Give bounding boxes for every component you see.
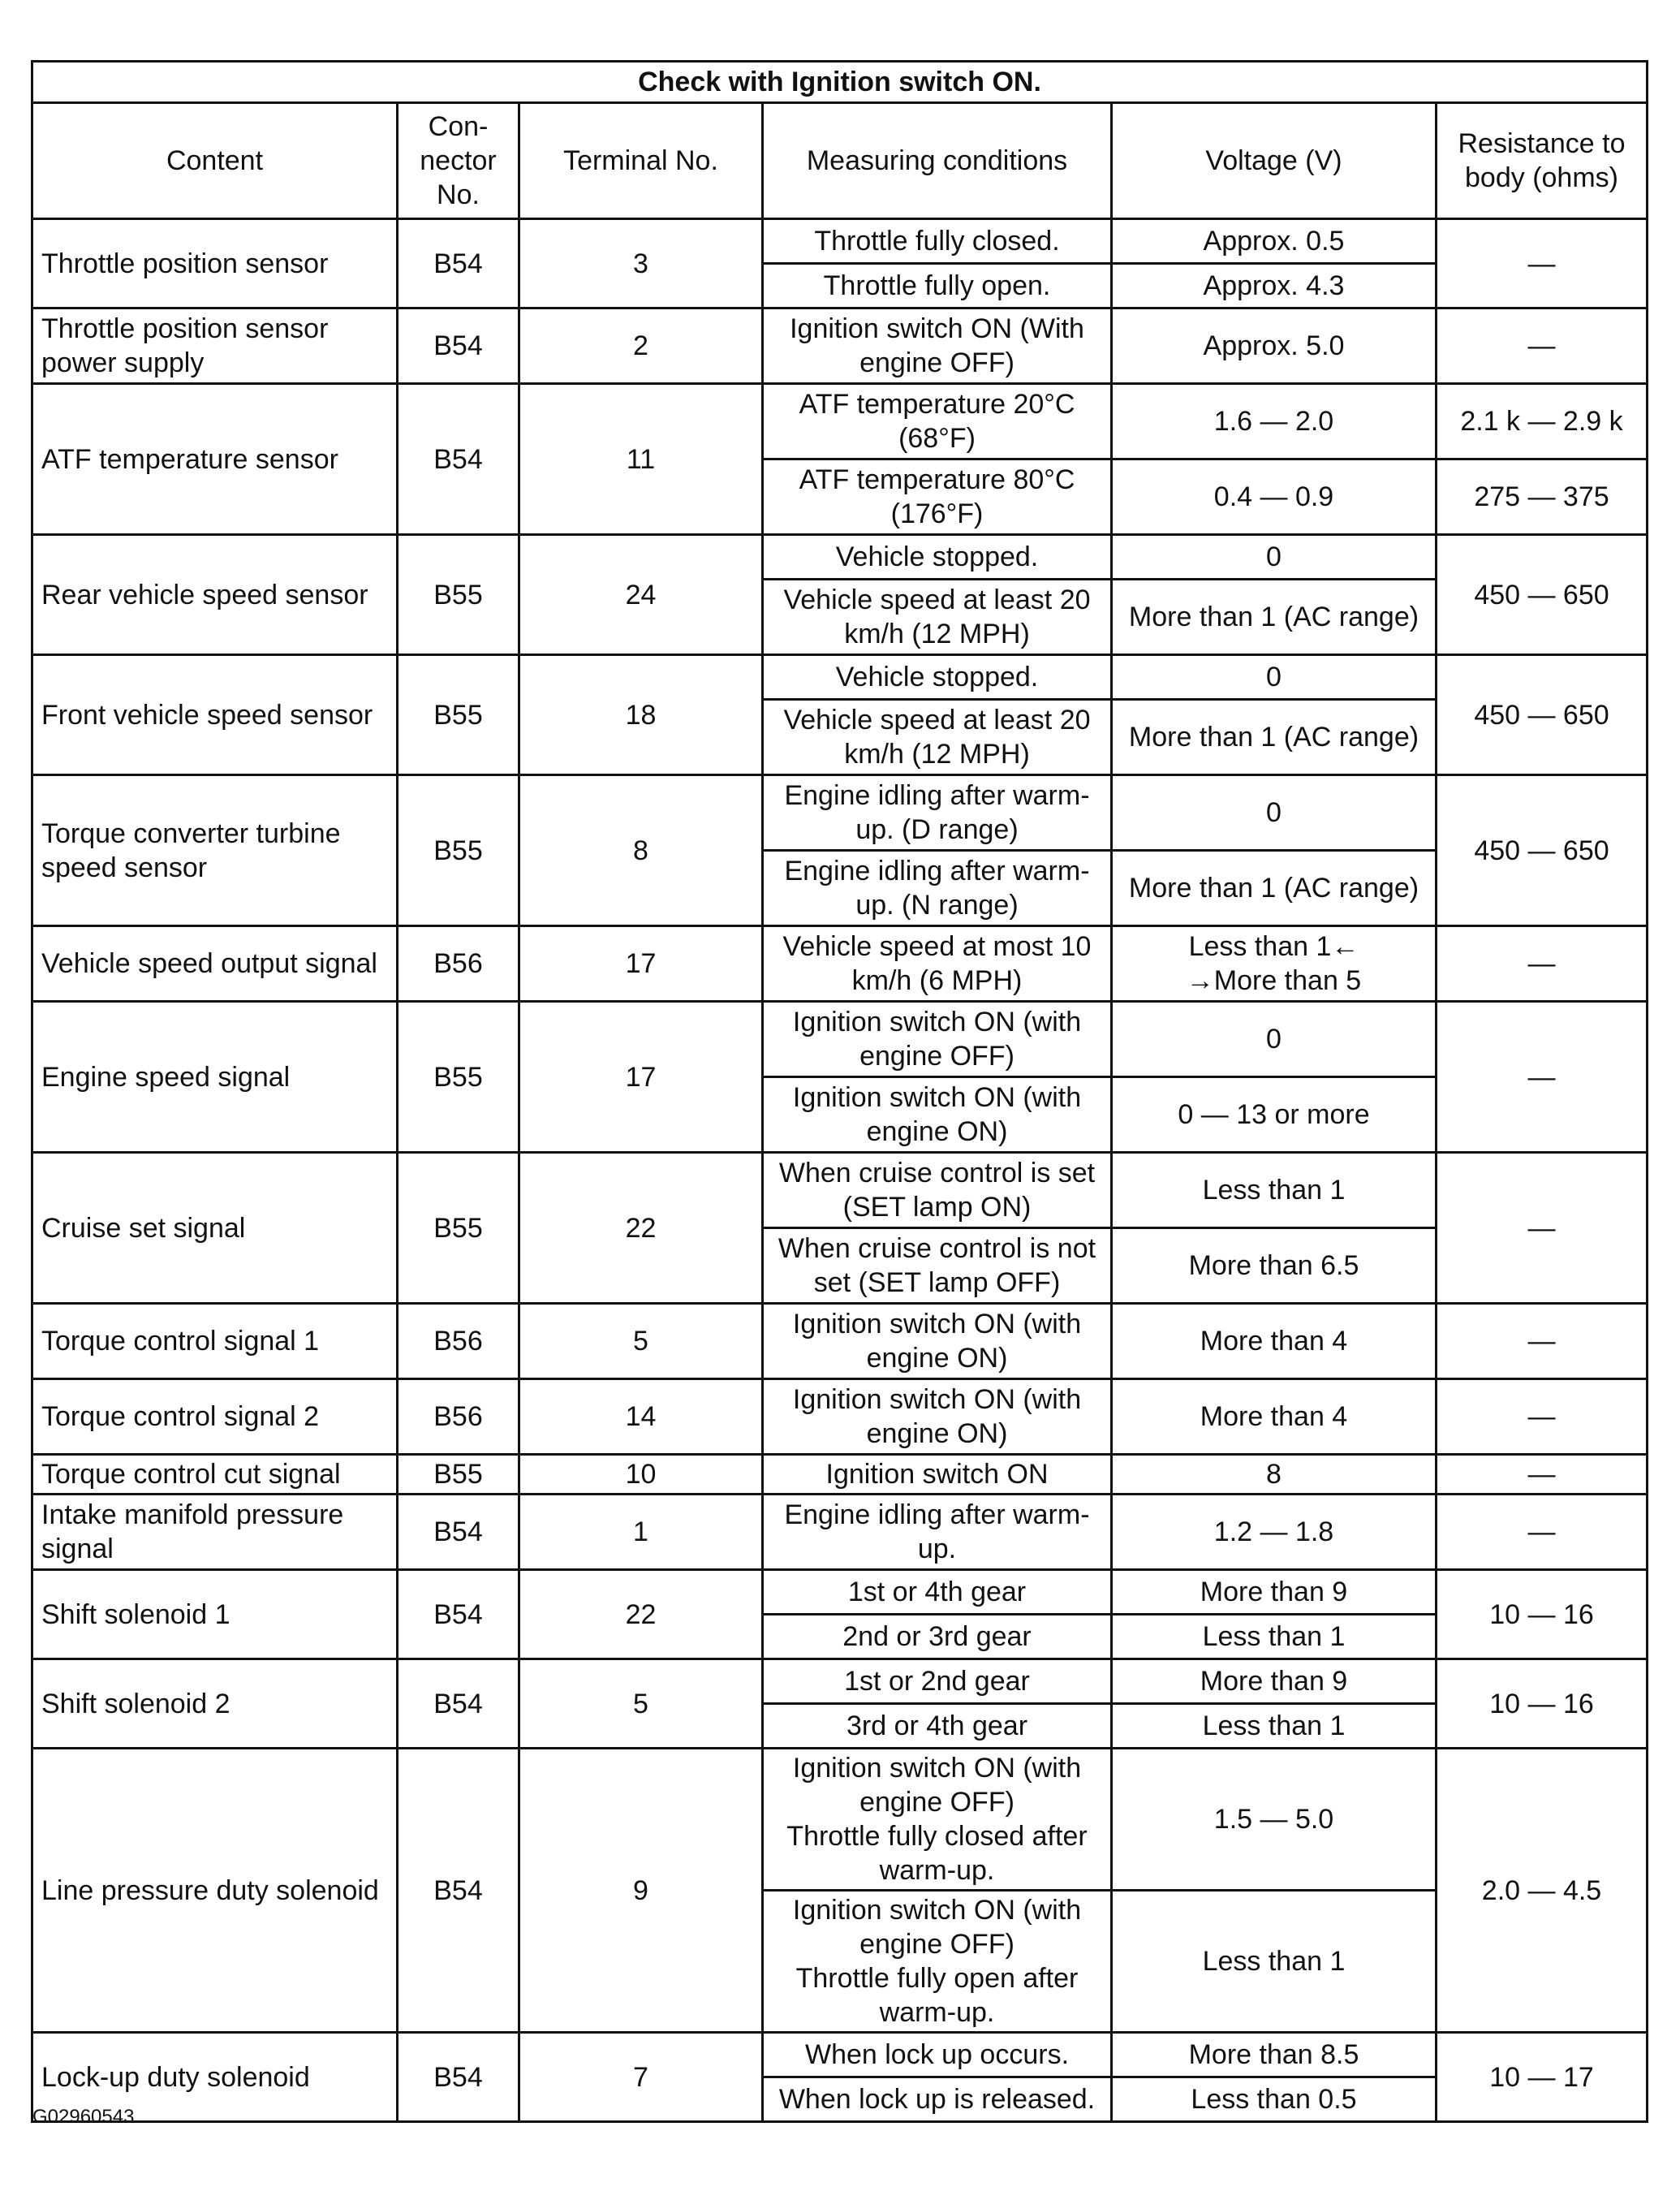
- connector-cell: B55: [398, 1455, 519, 1495]
- voltage-cell: More than 9: [1112, 1570, 1437, 1615]
- connector-cell: B54: [398, 2033, 519, 2122]
- conditions-cell: Vehicle speed at least 20 km/h (12 MPH): [763, 580, 1112, 655]
- resistance-cell: 2.1 k — 2.9 k: [1437, 384, 1648, 459]
- header-voltage: Voltage (V): [1112, 103, 1437, 219]
- content-cell: ATF temperature sensor: [32, 384, 398, 535]
- resistance-cell: —: [1437, 1002, 1648, 1153]
- terminal-cell: 2: [519, 308, 763, 384]
- terminal-cell: 22: [519, 1153, 763, 1304]
- header-content: Content: [32, 103, 398, 219]
- resistance-cell: —: [1437, 926, 1648, 1002]
- voltage-cell: More than 1 (AC range): [1112, 851, 1437, 926]
- voltage-cell: More than 1 (AC range): [1112, 580, 1437, 655]
- content-cell: Engine speed signal: [32, 1002, 398, 1153]
- content-cell: Torque control signal 1: [32, 1304, 398, 1379]
- content-cell: Cruise set signal: [32, 1153, 398, 1304]
- terminal-cell: 18: [519, 655, 763, 775]
- resistance-cell: 10 — 17: [1437, 2033, 1648, 2122]
- connector-cell: B54: [398, 219, 519, 308]
- terminal-cell: 9: [519, 1749, 763, 2033]
- connector-cell: B55: [398, 1153, 519, 1304]
- conditions-cell: When cruise control is not set (SET lamp OFF): [763, 1228, 1112, 1304]
- table-row: [32, 219, 1648, 264]
- voltage-cell: Approx. 4.3: [1112, 264, 1437, 308]
- resistance-cell: —: [1437, 308, 1648, 384]
- voltage-cell: Less than 1: [1112, 1153, 1437, 1228]
- voltage-cell: Approx. 0.5: [1112, 219, 1437, 264]
- resistance-cell: 450 — 650: [1437, 655, 1648, 775]
- terminal-cell: 7: [519, 2033, 763, 2122]
- connector-cell: B55: [398, 655, 519, 775]
- resistance-cell: —: [1437, 1495, 1648, 1570]
- voltage-cell: 1.6 — 2.0: [1112, 384, 1437, 459]
- resistance-cell: —: [1437, 219, 1648, 308]
- voltage-cell: More than 6.5: [1112, 1228, 1437, 1304]
- table-title: Check with Ignition switch ON.: [32, 62, 1648, 103]
- content-cell: Rear vehicle speed sensor: [32, 535, 398, 655]
- conditions-cell: Ignition switch ON (with engine OFF) Throttle fully open after warm-up.: [763, 1891, 1112, 2033]
- resistance-cell: —: [1437, 1455, 1648, 1495]
- conditions-cell: 1st or 2nd gear: [763, 1659, 1112, 1704]
- connector-cell: B55: [398, 775, 519, 926]
- table-row: [32, 775, 1648, 851]
- connector-cell: B56: [398, 1304, 519, 1379]
- conditions-cell: ATF temperature 20°C (68°F): [763, 384, 1112, 459]
- voltage-cell: Less than 1: [1112, 1891, 1437, 2033]
- connector-cell: B54: [398, 1659, 519, 1749]
- terminal-cell: 5: [519, 1304, 763, 1379]
- resistance-cell: 275 — 375: [1437, 459, 1648, 535]
- conditions-cell: Ignition switch ON (with engine OFF): [763, 1002, 1112, 1077]
- resistance-cell: 450 — 650: [1437, 535, 1648, 655]
- content-cell: Vehicle speed output signal: [32, 926, 398, 1002]
- content-cell: Throttle position sensor: [32, 219, 398, 308]
- conditions-cell: Ignition switch ON: [763, 1455, 1112, 1495]
- terminal-cell: 5: [519, 1659, 763, 1749]
- voltage-cell: Less than 1← →More than 5: [1112, 926, 1437, 1002]
- figure-code: G02960543: [32, 2106, 135, 2128]
- conditions-cell: When lock up occurs.: [763, 2033, 1112, 2077]
- conditions-cell: Throttle fully closed.: [763, 219, 1112, 264]
- terminal-cell: 10: [519, 1455, 763, 1495]
- table-row: [32, 1379, 1648, 1455]
- conditions-cell: 3rd or 4th gear: [763, 1704, 1112, 1749]
- header-conditions: Measuring conditions: [763, 103, 1112, 219]
- header-terminal: Terminal No.: [519, 103, 763, 219]
- conditions-cell: Ignition switch ON (With engine OFF): [763, 308, 1112, 384]
- voltage-cell: More than 1 (AC range): [1112, 700, 1437, 775]
- table-row: [32, 384, 1648, 459]
- voltage-cell: 1.5 — 5.0: [1112, 1749, 1437, 1891]
- resistance-cell: 450 — 650: [1437, 775, 1648, 926]
- conditions-cell: Ignition switch ON (with engine ON): [763, 1077, 1112, 1153]
- table-row: [32, 308, 1648, 384]
- conditions-cell: When cruise control is set (SET lamp ON): [763, 1153, 1112, 1228]
- terminal-cell: 1: [519, 1495, 763, 1570]
- resistance-cell: 10 — 16: [1437, 1570, 1648, 1659]
- voltage-cell: 0: [1112, 655, 1437, 700]
- table-row: [32, 1495, 1648, 1570]
- connector-cell: B54: [398, 308, 519, 384]
- voltage-cell: Approx. 5.0: [1112, 308, 1437, 384]
- connector-cell: B54: [398, 1570, 519, 1659]
- conditions-cell: Vehicle stopped.: [763, 655, 1112, 700]
- content-cell: Throttle position sensor power supply: [32, 308, 398, 384]
- terminal-cell: 24: [519, 535, 763, 655]
- terminal-cell: 17: [519, 926, 763, 1002]
- conditions-cell: Engine idling after warm- up. (D range): [763, 775, 1112, 851]
- table-row: [32, 1455, 1648, 1495]
- content-cell: Front vehicle speed sensor: [32, 655, 398, 775]
- voltage-cell: 0.4 — 0.9: [1112, 459, 1437, 535]
- resistance-cell: —: [1437, 1379, 1648, 1455]
- connector-cell: B55: [398, 1002, 519, 1153]
- terminal-cell: 17: [519, 1002, 763, 1153]
- connector-cell: B54: [398, 1749, 519, 2033]
- conditions-cell: Throttle fully open.: [763, 264, 1112, 308]
- conditions-cell: 1st or 4th gear: [763, 1570, 1112, 1615]
- voltage-cell: Less than 1: [1112, 1615, 1437, 1659]
- resistance-cell: 2.0 — 4.5: [1437, 1749, 1648, 2033]
- header-resistance: Resistance to body (ohms): [1437, 103, 1648, 219]
- voltage-cell: More than 4: [1112, 1379, 1437, 1455]
- voltage-cell: More than 4: [1112, 1304, 1437, 1379]
- table-row: [32, 535, 1648, 580]
- conditions-cell: Vehicle speed at most 10 km/h (6 MPH): [763, 926, 1112, 1002]
- table-row: [32, 655, 1648, 700]
- content-cell: Line pressure duty solenoid: [32, 1749, 398, 2033]
- table-body: [32, 219, 1648, 2122]
- terminal-cell: 8: [519, 775, 763, 926]
- voltage-cell: 0: [1112, 775, 1437, 851]
- content-cell: Shift solenoid 2: [32, 1659, 398, 1749]
- voltage-cell: 0: [1112, 535, 1437, 580]
- voltage-cell: Less than 1: [1112, 1704, 1437, 1749]
- voltage-cell: More than 8.5: [1112, 2033, 1437, 2077]
- terminal-cell: 14: [519, 1379, 763, 1455]
- check-table: [31, 60, 1648, 2123]
- table-row: [32, 926, 1648, 1002]
- connector-cell: B54: [398, 1495, 519, 1570]
- conditions-cell: Vehicle stopped.: [763, 535, 1112, 580]
- table-row: [32, 1570, 1648, 1615]
- conditions-cell: When lock up is released.: [763, 2077, 1112, 2122]
- conditions-cell: Engine idling after warm- up. (N range): [763, 851, 1112, 926]
- resistance-cell: 10 — 16: [1437, 1659, 1648, 1749]
- connector-cell: B55: [398, 535, 519, 655]
- voltage-cell: 0: [1112, 1002, 1437, 1077]
- resistance-cell: —: [1437, 1153, 1648, 1304]
- header-connector: Con- nector No.: [398, 103, 519, 219]
- content-cell: Torque control cut signal: [32, 1455, 398, 1495]
- conditions-cell: 2nd or 3rd gear: [763, 1615, 1112, 1659]
- table-row: [32, 1002, 1648, 1077]
- content-cell: Torque converter turbine speed sensor: [32, 775, 398, 926]
- content-cell: Intake manifold pressure signal: [32, 1495, 398, 1570]
- voltage-cell: Less than 0.5: [1112, 2077, 1437, 2122]
- conditions-cell: Engine idling after warm- up.: [763, 1495, 1112, 1570]
- voltage-cell: 1.2 — 1.8: [1112, 1495, 1437, 1570]
- content-cell: Torque control signal 2: [32, 1379, 398, 1455]
- conditions-cell: Ignition switch ON (with engine ON): [763, 1379, 1112, 1455]
- terminal-cell: 3: [519, 219, 763, 308]
- conditions-cell: Vehicle speed at least 20 km/h (12 MPH): [763, 700, 1112, 775]
- content-cell: Shift solenoid 1: [32, 1570, 398, 1659]
- connector-cell: B54: [398, 384, 519, 535]
- table-row: [32, 2033, 1648, 2077]
- voltage-cell: More than 9: [1112, 1659, 1437, 1704]
- table-row: [32, 1153, 1648, 1228]
- conditions-cell: ATF temperature 80°C (176°F): [763, 459, 1112, 535]
- voltage-cell: 8: [1112, 1455, 1437, 1495]
- terminal-cell: 22: [519, 1570, 763, 1659]
- conditions-cell: Ignition switch ON (with engine ON): [763, 1304, 1112, 1379]
- table-row: [32, 1659, 1648, 1704]
- voltage-cell: 0 — 13 or more: [1112, 1077, 1437, 1153]
- table-row: [32, 1749, 1648, 1891]
- table-row: [32, 1304, 1648, 1379]
- terminal-cell: 11: [519, 384, 763, 535]
- resistance-cell: —: [1437, 1304, 1648, 1379]
- connector-cell: B56: [398, 926, 519, 1002]
- conditions-cell: Ignition switch ON (with engine OFF) Throttle fully closed after warm-up.: [763, 1749, 1112, 1891]
- content-cell: Lock-up duty solenoid: [32, 2033, 398, 2122]
- connector-cell: B56: [398, 1379, 519, 1455]
